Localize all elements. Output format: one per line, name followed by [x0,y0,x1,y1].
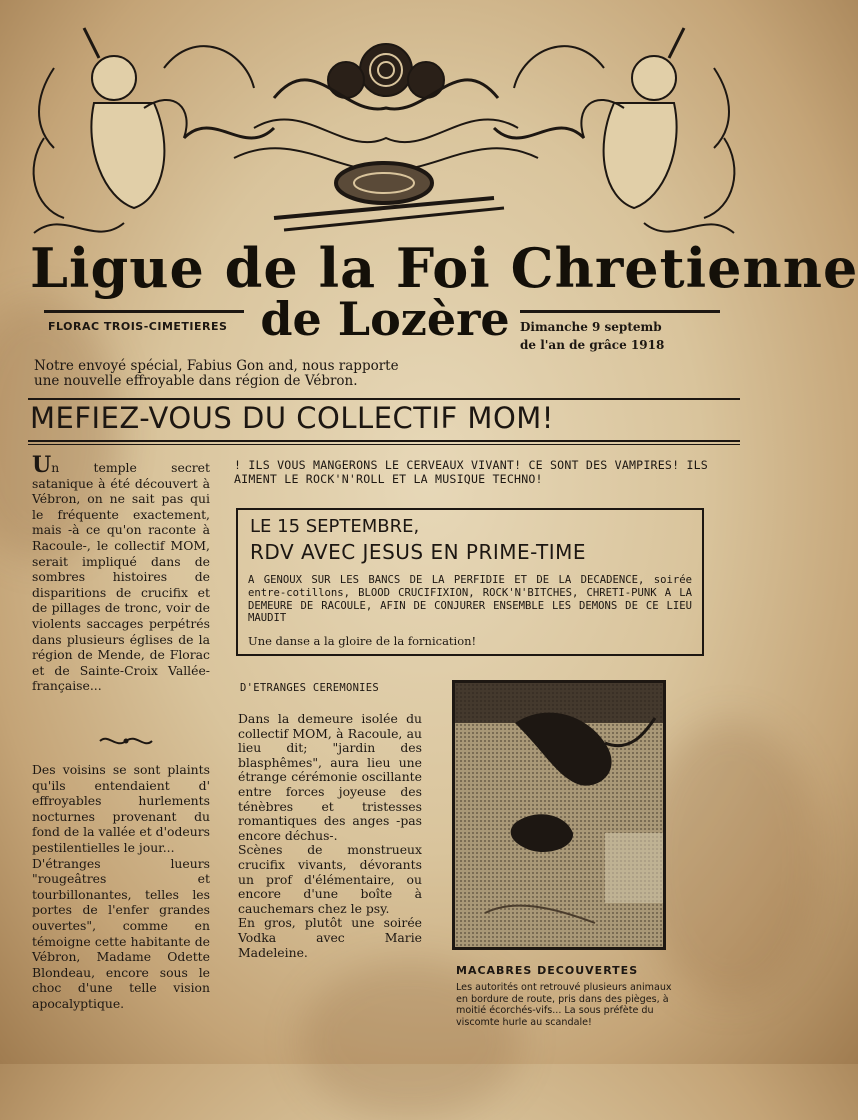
neighbors-paragraph: Des voisins se sont plaints qu'ils entendaient d' effroyables hurlements nocturnes provenant du fond de la vallée et d'odeurs pestilentielles le jour... [32,762,210,855]
headline-rule-top [28,398,740,400]
date-line-2: de l'an de grâce 1918 [520,338,665,352]
ceremonies-paragraph-2: Scènes de monstrueux crucifix vivants, dévorants un prof d'élémentaire, ou encore d'une boîte à cauchemars chez le psy. [238,842,422,916]
event-date: LE 15 SEPTEMBRE, [250,516,420,537]
masthead-rule-left [44,310,244,313]
intro-text [34,359,474,389]
ornament-engraving [24,8,744,248]
lead-paragraph: n temple secret satanique à été découvert à Vébron, on ne sait pas qui le fréquente exactement, mais -à ce qu'on raconte à Racoule-, le collectif MOM, serait impliqué dans de sombres histoires de disparitions de crucifix et de pillages de tronc, voir de violents saccages perpétrés dans plusieurs églises de la région de Mende, de Florac et de Sainte-Croix Vallée-française... [32,460,210,694]
ceremonies-text [238,712,422,960]
event-box [236,508,704,656]
paper-stain [640,720,820,1000]
news-photo [452,680,666,950]
event-closing: Une danse a la gloire de la fornication! [248,634,477,648]
ceremonies-paragraph-3: En gros, plutôt une soirée Vodka avec Marie Madeleine. [238,915,422,960]
event-description: A GENOUX SUR LES BANCS DE LA PERFIDIE ET DE LA DECADENCE, soirée entre-cotillons, BLOOD CRUCIFIXION, ROCK'N'BITCHES, CHRETI-PUNK A LA DEMEURE DE RACOULE, AFIN DE CONJURER ENSEMBLE LES DEMONS DE CE LIEU MAUDIT [248,574,692,625]
drop-cap: U [32,452,52,478]
masthead-title: Ligue de la Foi Chretienne [30,236,858,300]
masthead-subtitle: de Lozère [260,292,510,346]
intro-line-2: une nouvelle effroyable dans région de Vébron. [34,373,358,389]
photo-image [455,683,663,947]
event-title: RDV AVEC JESUS EN PRIME-TIME [250,540,587,564]
masthead-rule-right [520,310,720,313]
ceremonies-subtitle: D'ETRANGES CEREMONIES [240,682,380,694]
ceremonies-paragraph-1: Dans la demeure isolée du collectif MOM, à Racoule, au lieu dit; "jardin des blasphêmes", aura lieu une étrange cérémonie oscillante entre forces joyeuse des ténèbres et tristesses romantiques des anges -pas encore déchus-. [238,711,422,843]
article-lead [32,452,210,694]
warning-text: ! ILS VOUS MANGERONS LE CERVEAUX VIVANT! CE SONT DES VAMPIRES! ILS AIMENT LE ROCK'N'ROLL ET LA MUSIQUE TECHNO! [234,458,708,486]
flourish-divider [98,733,154,749]
date-line-1: Dimanche 9 septemb [520,320,662,334]
masthead-place: FLORAC TROIS-CIMETIERES [48,320,228,333]
headline-rule-bottom [28,440,740,442]
masthead-date [520,318,664,354]
photo-title: MACABRES DECOUVERTES [456,964,639,977]
photo-caption: Les autorités ont retrouvé plusieurs animaux en bordure de route, pris dans des pièges, à moitié écorchés-vifs... La sous préfète du viscomte hurle au scandale! [456,982,672,1028]
lights-paragraph: D'étranges lueurs "rougeâtres et tourbillonantes, telles les portes de l'enfer grandes ouvertes", comme en témoigne cette habitante de Vébron, Madame Odette Blondeau, encore sous le choc d'une telle vision apocalyptique. [32,855,210,1011]
article-neighbors [32,762,210,1012]
headline-rule-bottom-thin [28,444,740,445]
intro-line-1: Notre envoyé spécial, Fabius Gon and, nous rapporte [34,358,399,374]
headline: MEFIEZ-VOUS DU COLLECTIF MOM! [30,401,554,435]
